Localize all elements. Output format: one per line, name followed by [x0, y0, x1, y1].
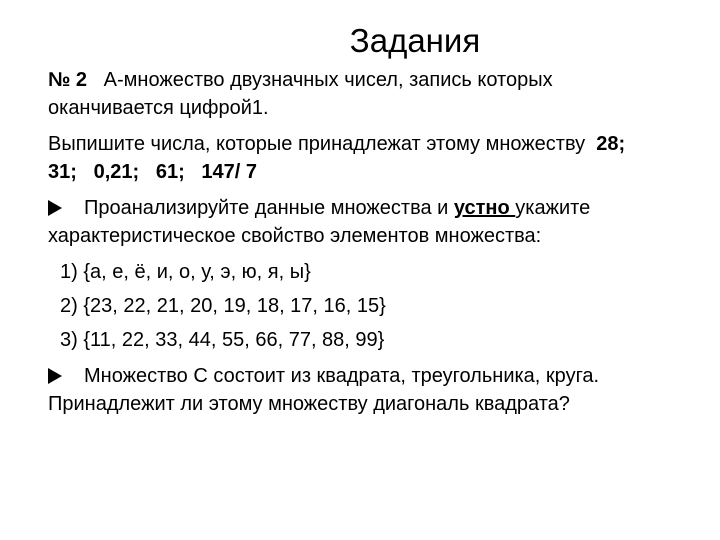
arrow-bullet-icon: [48, 368, 62, 384]
task-2-line-2: оканчивается цифрой1.: [48, 97, 269, 119]
task-set-c: [48, 362, 708, 418]
numbers-second: 31; 0,21; 61; 147/ 7: [48, 161, 258, 183]
analyze-emphasis: устно: [453, 197, 516, 219]
set-c-line-1: Множество С состоит из квадрата, треугольника, круга.: [84, 365, 600, 387]
numbers-first: 28;: [596, 133, 626, 155]
slide-title: Задания: [349, 22, 481, 59]
set-item: 2) {23, 22, 21, 20, 19, 18, 17, 16, 15}: [60, 295, 386, 317]
task-number: № 2: [48, 69, 87, 91]
analyze-text-after: укажите: [515, 197, 591, 219]
arrow-bullet-icon: [48, 200, 62, 216]
set-item: 1) {а, е, ё, и, о, у, э, ю, я, ы}: [60, 261, 311, 283]
instruction-text: Выпишите числа, которые принадлежат этому множеству: [48, 133, 586, 155]
analyze-text-before: Проанализируйте данные множества и: [84, 197, 449, 219]
task-2: [48, 66, 708, 122]
slide-body: [48, 66, 708, 426]
analyze-line-2: характеристическое свойство элементов множества:: [48, 225, 542, 247]
set-item: 3) {11, 22, 33, 44, 55, 66, 77, 88, 99}: [60, 329, 385, 351]
task-analyze: [48, 194, 708, 250]
task-2-instruction: [48, 130, 708, 186]
set-c-line-2: Принадлежит ли этому множеству диагональ квадрата?: [48, 393, 570, 415]
task-2-line-1: А-множество двузначных чисел, запись которых: [103, 69, 553, 91]
